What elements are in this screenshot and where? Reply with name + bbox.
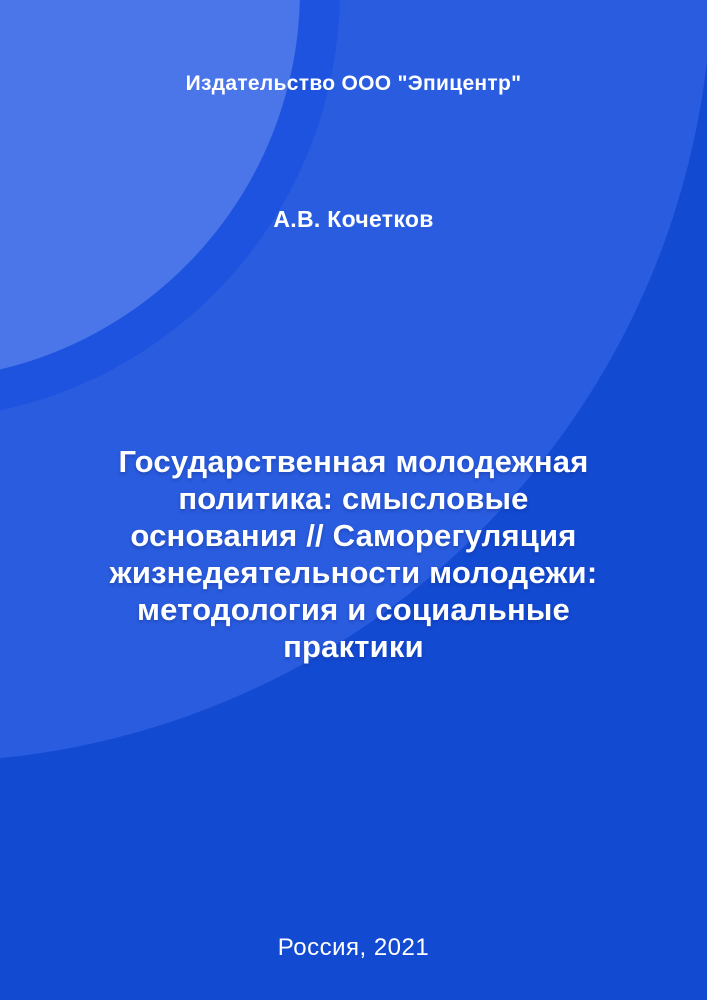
- book-title: [44, 443, 664, 665]
- title-line: методология и социальные: [137, 592, 570, 627]
- title-line: политика: смысловые: [178, 481, 529, 516]
- title-line: жизнедеятельности молодежи:: [109, 555, 598, 590]
- publisher-name: Издательство ООО "Эпицентр": [185, 72, 522, 95]
- country-year-text: Россия, 2021: [277, 934, 430, 961]
- title-line: практики: [283, 629, 424, 664]
- title-line: Государственная молодежная: [118, 444, 589, 479]
- author-name: А.В. Кочетков: [273, 206, 434, 232]
- title-line: основания // Саморегуляция: [130, 518, 577, 553]
